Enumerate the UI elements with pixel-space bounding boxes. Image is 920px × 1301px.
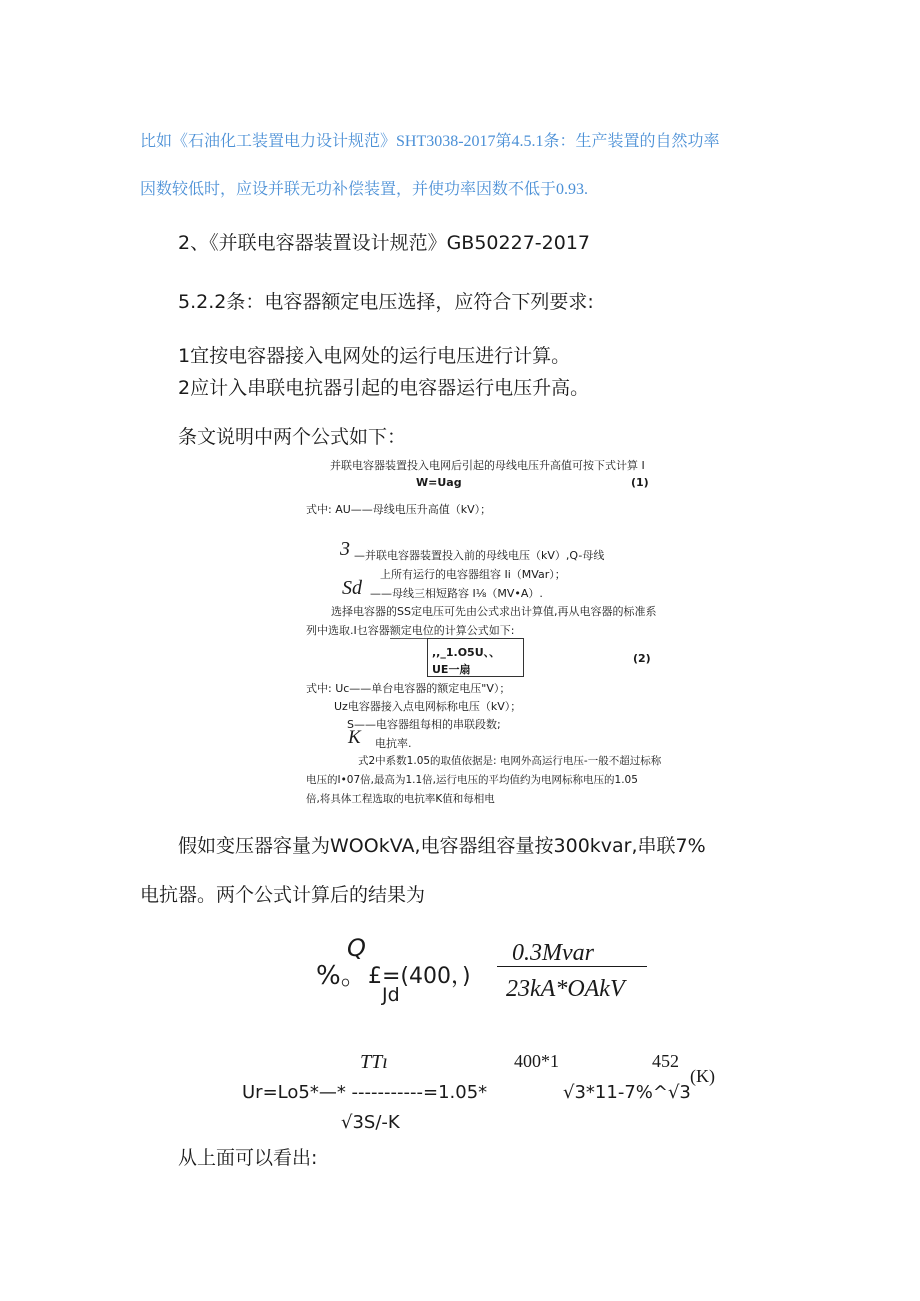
formula-2-denominator: √3S/-K <box>341 1112 400 1133</box>
excerpt-line-5: 选择电容器的SS定电压可先由公式求出计算值,再从电容器的标准系 <box>331 605 657 618</box>
excerpt-line-3b: 上所有运行的电容器组容 Ii（MVar）； <box>380 568 566 581</box>
formula-2-number: (2) <box>633 652 651 665</box>
requirement-1: 1宜按电容器接入电网处的运行电压进行计算。 <box>178 345 571 367</box>
example-line-2: 电抗器。两个公式计算后的结果为 <box>140 884 426 906</box>
symbol-sd: Sd <box>342 577 362 599</box>
excerpt-line-6: 列中选取.I乜容器额定电位的计算公式如下: <box>306 624 515 637</box>
intro-line-1: 比如《石油化工装置电力设计规范》SHT3038-2017第4.5.1条：生产装置的自然功率 <box>140 133 720 150</box>
formula-1-number: (1) <box>631 476 649 489</box>
formula-2-line-2: UE一扇 <box>432 663 471 676</box>
where-2-k: 电抗率. <box>375 737 412 750</box>
formula-1-q: Q <box>347 934 366 962</box>
formula-1-jd: Jd <box>382 984 400 1006</box>
requirement-2: 2应计入串联电抗器引起的电容器运行电压升高。 <box>178 377 590 399</box>
formula-1-numerator: 0.3Mvar <box>512 940 594 966</box>
symbol-3: 3 <box>340 538 350 560</box>
excerpt-line-1: 并联电容器装置投入电网后引起的母线电压升高值可按下式计算 I <box>330 459 645 472</box>
clause-heading: 5.2.2条：电容器额定电压选择，应符合下列要求: <box>178 291 594 313</box>
note-line-1: 式2中系数1.05的取值依据是: 电网外高运行电压-一般不超过标称 <box>358 755 662 767</box>
section-2-title: 2、《并联电容器装置设计规范》GB50227-2017 <box>178 232 590 254</box>
formula-2-452: 452 <box>652 1051 679 1071</box>
excerpt-line-3a: —并联电容器装置投入前的母线电压（kV）,Q-母线 <box>354 549 605 562</box>
formula-1-denominator: 23kA*OAkV <box>506 976 625 1002</box>
formula-2-k: (K) <box>690 1066 715 1086</box>
formula-1-fraction-bar <box>497 966 647 967</box>
where-2-s: S——电容器组每相的串联段数; <box>347 718 501 731</box>
formula-1-mid: £=(400，) <box>368 964 471 989</box>
formula-1-text: W=Uag <box>416 476 462 489</box>
symbol-k: K <box>348 727 361 748</box>
explanation-intro: 条文说明中两个公式如下： <box>178 426 407 448</box>
example-line-1: 假如变压器容量为WOOkVA,电容器组容量按300kvar,串联7% <box>178 835 706 857</box>
where-2-uz: Uz电容器接入点电网标称电压（kV）； <box>334 700 522 713</box>
where-2-uc: 式中: Uc——单台电容器的额定电压"V）； <box>306 682 511 695</box>
excerpt-line-4: ——母线三相短路容 I⅛（MV•A）. <box>370 587 543 600</box>
formula-2-400: 400*1 <box>514 1051 559 1071</box>
note-line-2: 电压的I•07倍,最高为1.1倍,运行电压的平均值约为电网标称电压的1.05 <box>306 774 638 786</box>
note-line-3: 倍,将具体工程选取的电抗率K值和每相电 <box>306 793 495 805</box>
where-1: 式中: AU——母线电压升高值（kV）； <box>306 503 492 516</box>
conclusion: 从上面可以看出: <box>178 1147 318 1169</box>
formula-2-right: √3*11-7%^√3 <box>563 1082 691 1103</box>
formula-2-main: Ur=Lo5*—* -----------=1.05* <box>242 1082 488 1103</box>
intro-line-2: 因数较低时，应设并联无功补偿装置，并使功率因数不低于0.93. <box>140 181 589 198</box>
formula-1-lhs: %。 <box>316 961 367 991</box>
formula-2-line-1: ,,_1.O5U、、 <box>432 646 501 659</box>
formula-2-tt: TTı <box>360 1051 388 1073</box>
